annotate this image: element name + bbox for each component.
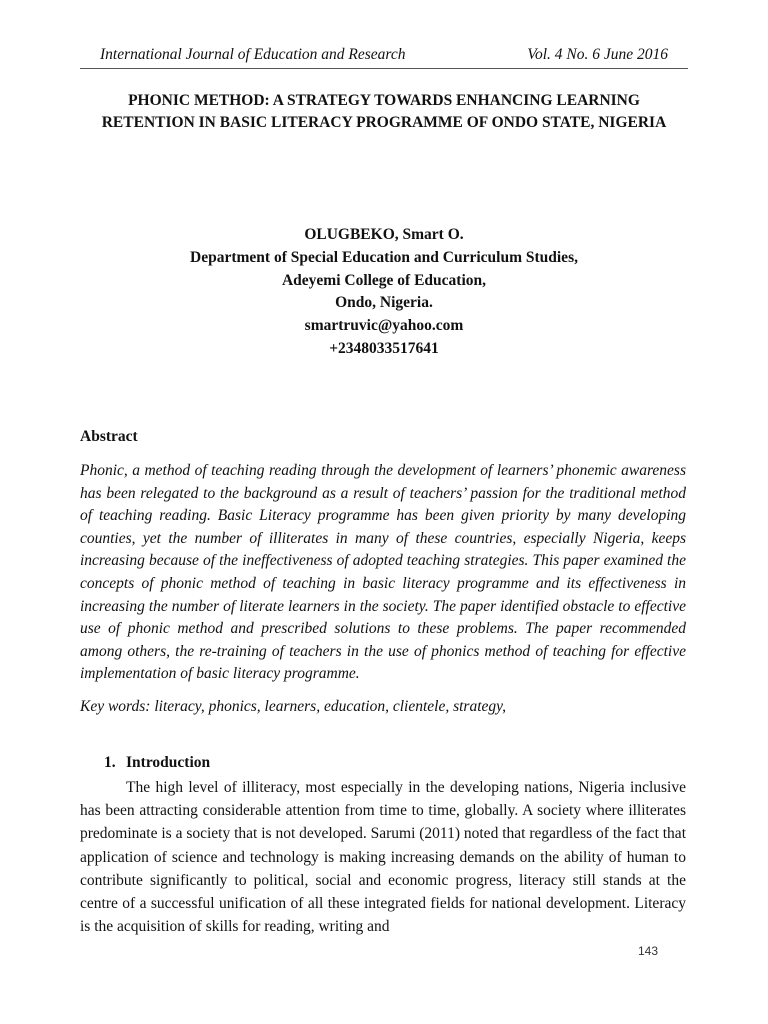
section-number: 1. (104, 754, 116, 771)
author-location: Ondo, Nigeria. (335, 294, 433, 312)
author-email: smartruvic@yahoo.com (304, 317, 464, 335)
title-line-2: RETENTION IN BASIC LITERACY PROGRAMME OF ONDO STATE, NIGERIA (101, 114, 667, 131)
author-block (80, 224, 688, 361)
abstract-text: Phonic, a method of teaching reading through the development of learners’ phonemic awareness has been relegated to the background as a result of teachers’ passion for the traditional method of teaching reading. Basic Literacy programme has been given priority by many developing counties, yet the number of illiterates in many of these countries, especially Nigeria, keeps increasing because of the ineffectiveness of adopted teaching strategies. This paper examined the concepts of phonic method of teaching in basic literacy programme and its effectiveness in increasing the number of literate learners in the society. The paper identified obstacle to effective use of phonic method and prescribed solutions to these problems. The paper recommended among others, the re-training of teachers in the use of phonics method of teaching for effective implementation of basic literacy programme. (80, 462, 686, 683)
journal-name: International Journal of Education and Research (100, 46, 406, 63)
author-name: OLUGBEKO, Smart O. (304, 226, 464, 243)
paper-title (80, 90, 688, 134)
section-title: Introduction (126, 754, 211, 771)
author-department: Department of Special Education and Curriculum Studies, (190, 248, 578, 266)
title-line-1: PHONIC METHOD: A STRATEGY TOWARDS ENHANCING LEARNING (128, 92, 640, 109)
running-header (80, 44, 688, 69)
section-heading-introduction (104, 754, 210, 772)
volume-issue: Vol. 4 No. 6 June 2016 (527, 46, 668, 63)
author-institution: Adeyemi College of Education, (281, 271, 487, 289)
introduction-text: The high level of illiteracy, most especially in the developing nations, Nigeria inclusive has been attracting considerable attention from time to time, globally. A society where illiterates predominate is a society that is not developed. Sarumi (2011) noted that regardless of the fact that application of science and technology is making increasing demands on the ability of human to contribute significantly to political, social and economic progress, literacy still stands at the centre of a successful unification of all these integrated fields for national development. Literacy is the acquisition of skills for reading, writing and (80, 779, 686, 936)
page-number: 143 (637, 944, 658, 958)
author-phone: +2348033517641 (329, 339, 439, 357)
keywords: Key words: literacy, phonics, learners, education, clientele, strategy, (80, 698, 507, 715)
abstract-heading: Abstract (80, 428, 138, 445)
